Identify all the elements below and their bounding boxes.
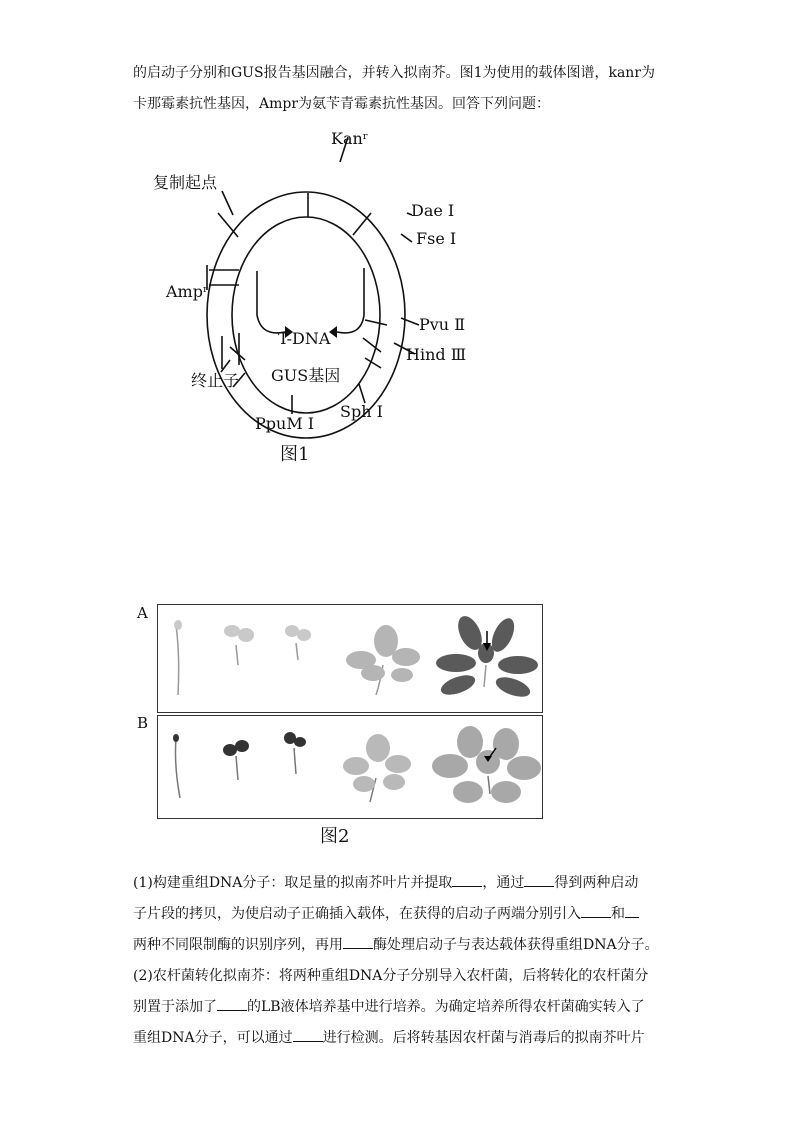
q2-text-3b: 进行检测。后将转基因农杆菌与消毒后的拟南芥叶片 bbox=[322, 1030, 645, 1046]
label-tdna: T-DNA bbox=[278, 329, 331, 348]
vector-map-figure bbox=[135, 125, 495, 470]
panel-a-label: A bbox=[137, 604, 148, 622]
answer-blank[interactable] bbox=[581, 905, 611, 918]
q1-text-3a: 两种不同限制酶的识别序列，再用 bbox=[133, 937, 343, 953]
q1-text-1c: 得到两种启动 bbox=[554, 875, 639, 891]
figure2-caption: 图2 bbox=[320, 826, 350, 847]
label-ppum: PpuM Ⅰ bbox=[255, 414, 315, 433]
label-hind: Hind Ⅲ bbox=[406, 345, 467, 364]
answer-blank[interactable] bbox=[217, 998, 247, 1011]
q2-text-2a: 别置于添加了 bbox=[133, 999, 217, 1015]
q2-line-2 bbox=[133, 996, 645, 1016]
panel-b-label: B bbox=[137, 714, 149, 732]
label-sph: Sph Ⅰ bbox=[340, 402, 383, 421]
intro-line-1: 的启动子分别和GUS报告基因融合，并转入拟南芥。图1为使用的载体图谱，kanr为 bbox=[133, 65, 656, 81]
q1-line-3 bbox=[133, 934, 659, 954]
label-amp: Ampʳ bbox=[166, 282, 209, 301]
q2-text-2b: 的LB液体培养基中进行培养。为确定培养所得农杆菌确实转入了 bbox=[247, 999, 645, 1015]
label-gus: GUS基因 bbox=[271, 366, 341, 385]
q2-text-3a: 重组DNA分子，可以通过 bbox=[133, 1030, 293, 1046]
panel-b-photos bbox=[157, 715, 543, 819]
intro-line-2: 卡那霉素抗性基因，Ampr为氨苄青霉素抗性基因。回答下列问题： bbox=[133, 96, 551, 112]
q2-line-1: (2)农杆菌转化拟南芥：将两种重组DNA分子分别导入农杆菌，后将转化的农杆菌分 bbox=[133, 968, 649, 984]
answer-blank[interactable] bbox=[293, 1029, 323, 1042]
label-ori: 复制起点 bbox=[153, 173, 218, 192]
label-pvu: Pvu Ⅱ bbox=[419, 315, 466, 334]
q1-text-2b: 和 bbox=[611, 906, 625, 922]
answer-blank[interactable] bbox=[343, 936, 373, 949]
label-fse: Fse Ⅰ bbox=[416, 229, 457, 248]
q1-text-3b: 酶处理启动子与表达载体获得重组DNA分子。 bbox=[373, 937, 659, 953]
answer-blank[interactable] bbox=[452, 874, 482, 887]
label-kan: Kanʳ bbox=[331, 129, 369, 148]
label-term: 终止子 bbox=[191, 371, 240, 390]
panel-a-photos bbox=[157, 604, 543, 713]
answer-blank[interactable] bbox=[524, 874, 554, 887]
q1-text-2a: 子片段的拷贝，为使启动子正确插入载体，在获得的启动子两端分别引入 bbox=[133, 906, 581, 922]
answer-blank[interactable] bbox=[625, 905, 639, 918]
q1-text-1a: (1)构建重组DNA分子：取足量的拟南芥叶片并提取 bbox=[133, 875, 453, 891]
q1-line-1 bbox=[133, 872, 638, 892]
figure1-caption: 图1 bbox=[280, 444, 310, 465]
q2-line-3 bbox=[133, 1027, 645, 1047]
q1-line-2 bbox=[133, 903, 639, 923]
label-dae: Dae Ⅰ bbox=[411, 201, 455, 220]
q1-text-1b: ，通过 bbox=[482, 875, 525, 891]
